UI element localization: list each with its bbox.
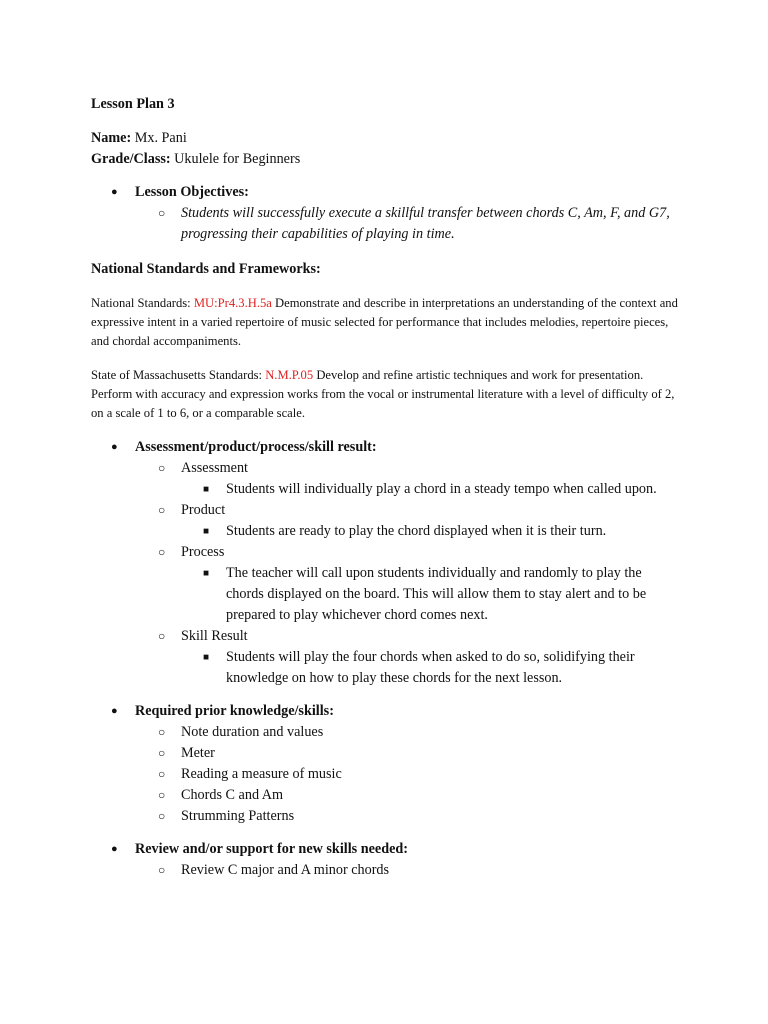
square-bullet-icon: ■	[203, 568, 210, 580]
national-standards-label: National Standards:	[91, 296, 191, 310]
name-label: Name:	[91, 130, 132, 146]
objectives-detail	[91, 203, 681, 245]
circle-bullet-icon: ○	[158, 461, 166, 476]
lesson-plan-page	[91, 94, 681, 881]
prior-knowledge-subitem	[91, 785, 681, 806]
assessment-detail-text: Students are ready to play the chord displayed when it is their turn.	[226, 523, 607, 540]
assessment-list	[91, 437, 681, 689]
assessment-detail	[91, 563, 681, 626]
national-standards-code: MU:Pr4.3.H.5a	[193, 296, 272, 310]
objectives-item	[91, 182, 681, 203]
grade-value: Ukulele for Beginners	[174, 151, 301, 167]
bullet-icon: ●	[111, 186, 118, 198]
prior-knowledge-subitem	[91, 743, 681, 764]
circle-bullet-icon: ○	[158, 545, 166, 560]
national-standards-text: Demonstrate and describe in interpretations an understanding of the context and expressive intent in a varied repertoire of music selected for performance that includes melodies, repertoire pieces, and chordal accompaniments.	[91, 296, 678, 349]
square-bullet-icon: ■	[203, 526, 210, 538]
grade-line	[91, 149, 681, 170]
review-item	[91, 839, 681, 860]
prior-knowledge-subitem	[91, 806, 681, 827]
circle-bullet-icon: ○	[158, 629, 166, 644]
prior-knowledge-text: Meter	[181, 745, 215, 762]
circle-bullet-icon: ○	[158, 863, 166, 878]
document-title: Lesson Plan 3	[91, 96, 175, 112]
circle-bullet-icon: ○	[158, 809, 166, 824]
assessment-detail	[91, 647, 681, 689]
national-standards-paragraph	[91, 294, 681, 352]
name-line	[91, 128, 681, 149]
review-subitem	[91, 860, 681, 881]
assessment-detail-text: Students will individually play a chord in a steady tempo when called upon.	[226, 481, 657, 498]
state-standards-text: Develop and refine artistic techniques and work for presentation. Perform with accuracy and expression works from the vocal or instrumental literature with a level of difficulty of 2, on a scale of 1 to 6, or a comparable scale.	[91, 367, 675, 421]
circle-bullet-icon: ○	[158, 788, 166, 803]
grade-label: Grade/Class:	[91, 151, 171, 167]
assessment-subitem-label: Process	[181, 544, 225, 561]
assessment-subitem	[91, 458, 681, 479]
state-standards-label: State of Massachusetts Standards:	[91, 367, 263, 382]
state-standards-code: N.M.P.05	[265, 367, 314, 382]
assessment-detail	[91, 479, 681, 500]
name-value: Mx. Pani	[134, 130, 187, 146]
bullet-icon: ●	[111, 705, 118, 718]
prior-knowledge-subitem	[91, 764, 681, 785]
assessment-heading: Assessment/product/process/skill result:	[135, 439, 377, 456]
state-standards-paragraph	[91, 366, 681, 424]
prior-knowledge-text: Note duration and values	[181, 724, 324, 741]
prior-knowledge-heading: Required prior knowledge/skills:	[135, 703, 334, 720]
square-bullet-icon: ■	[203, 484, 210, 496]
assessment-subitem	[91, 626, 681, 647]
prior-knowledge-list	[91, 701, 681, 827]
assessment-subitem	[91, 500, 681, 521]
standards-heading: National Standards and Frameworks:	[91, 261, 321, 277]
prior-knowledge-text: Reading a measure of music	[181, 766, 342, 783]
bullet-icon: ●	[111, 843, 118, 856]
square-bullet-icon: ■	[203, 652, 210, 664]
prior-knowledge-text: Strumming Patterns	[181, 808, 295, 825]
assessment-item	[91, 437, 681, 458]
review-list	[91, 839, 681, 881]
prior-knowledge-text: Chords C and Am	[181, 787, 284, 804]
assessment-detail	[91, 521, 681, 542]
circle-bullet-icon: ○	[158, 503, 166, 518]
assessment-subitem-label: Product	[181, 502, 226, 519]
assessment-detail-text: The teacher will call upon students individually and randomly to play the chords displayed on the board. This will allow them to stay alert and to be prepared to play whichever chord comes next.	[226, 565, 647, 624]
objectives-heading: Lesson Objectives:	[135, 184, 249, 200]
circle-bullet-icon: ○	[158, 746, 166, 761]
objectives-text: Students will successfully execute a skillful transfer between chords C, Am, F, and G7, progressing their capabilities of playing in time.	[181, 205, 670, 242]
circle-bullet-icon: ○	[158, 725, 166, 740]
prior-knowledge-item	[91, 701, 681, 722]
bullet-icon: ●	[111, 441, 118, 454]
objectives-list	[91, 182, 681, 245]
review-heading: Review and/or support for new skills needed:	[135, 841, 408, 858]
assessment-subitem-label: Skill Result	[181, 628, 248, 645]
assessment-subitem-label: Assessment	[181, 460, 248, 477]
circle-bullet-icon: ○	[158, 206, 166, 220]
assessment-subitem	[91, 542, 681, 563]
assessment-detail-text: Students will play the four chords when asked to do so, solidifying their knowledge on how to play these chords for the next lesson.	[226, 649, 635, 687]
circle-bullet-icon: ○	[158, 767, 166, 782]
review-text: Review C major and A minor chords	[181, 862, 390, 879]
prior-knowledge-subitem	[91, 722, 681, 743]
